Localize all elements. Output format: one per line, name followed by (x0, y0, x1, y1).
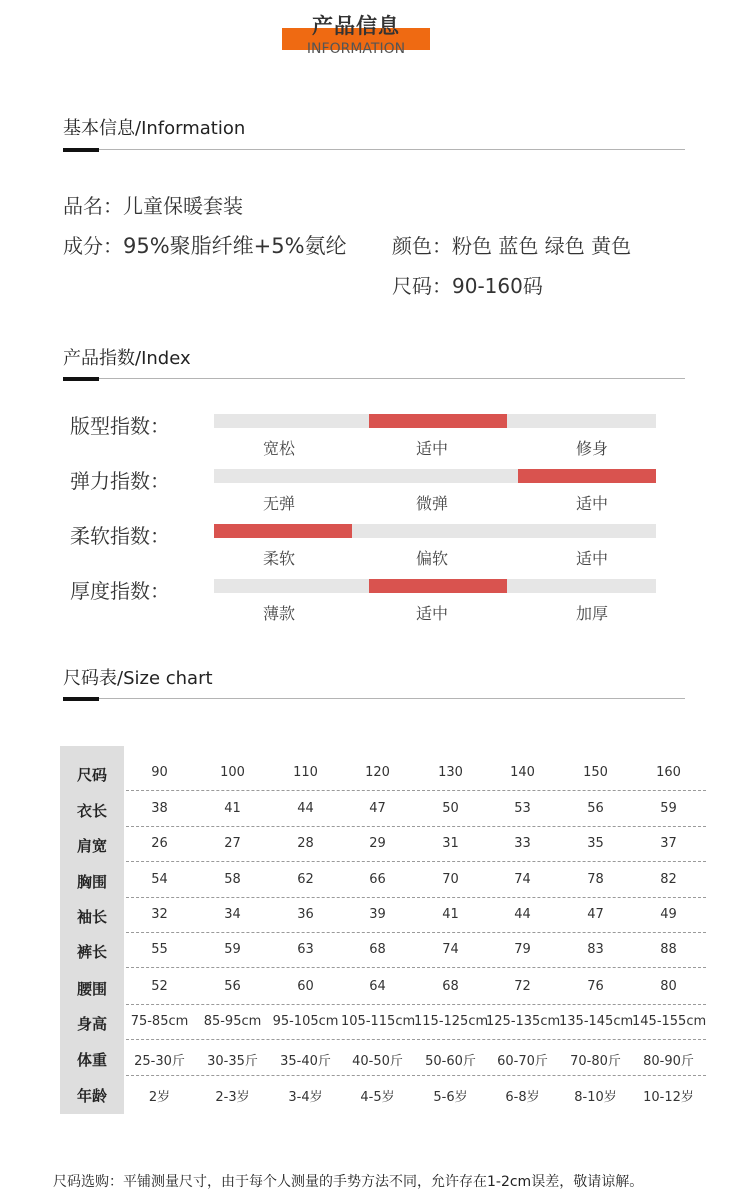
index-option: 偏软 (415, 549, 448, 568)
size-table-cell: 58 (224, 872, 241, 887)
product-name (63, 190, 243, 219)
size-table-cell: 80-90斤 (643, 1054, 694, 1069)
size-table-cell: 120 (365, 765, 390, 780)
index-option: 宽松 (262, 439, 295, 458)
index-option: 适中 (415, 604, 448, 623)
size-table-cell: 135-145cm (559, 1014, 634, 1029)
size-table-cell: 38 (151, 801, 168, 816)
size-table-cell: 44 (297, 801, 314, 816)
size-table-row-label: 尺码 (76, 766, 107, 784)
size-table-divider (126, 790, 706, 791)
size-table-cell: 39 (369, 907, 386, 922)
size-table-cell: 52 (151, 979, 168, 994)
size-table-cell: 85-95cm (203, 1014, 262, 1029)
size-table-cell: 60-70斤 (497, 1054, 548, 1069)
size-table-cell: 50 (442, 801, 459, 816)
index-selected-segment (518, 469, 656, 483)
size-table-cell: 76 (587, 979, 604, 994)
size-table-cell: 41 (224, 801, 241, 816)
size-table-cell: 4-5岁 (360, 1090, 395, 1105)
size-table-cell: 47 (587, 907, 604, 922)
size-table-row-label: 胸围 (76, 873, 107, 891)
size-table-cell: 74 (514, 872, 531, 887)
size-table-cell: 115-125cm (414, 1014, 489, 1029)
index-row-label: 厚度指数： (70, 579, 170, 603)
size-table-cell: 26 (151, 836, 168, 851)
size-table-cell: 56 (224, 979, 241, 994)
section-basic-marker (63, 148, 99, 152)
size-table-cell: 31 (442, 836, 459, 851)
size-table-divider (126, 1039, 706, 1040)
size-table-cell: 5-6岁 (433, 1090, 468, 1105)
index-row-label: 弹力指数： (70, 469, 170, 493)
index-option: 修身 (575, 439, 608, 458)
size-table-divider (126, 897, 706, 898)
page-title: 产品信息 (312, 14, 400, 38)
size-table-cell: 80 (660, 979, 677, 994)
section-basic-heading: 基本信息/Information (63, 118, 246, 139)
colors-label: 颜色： (392, 234, 452, 258)
size-table-cell: 74 (442, 942, 459, 957)
index-selected-segment (369, 579, 507, 593)
size-table-divider (126, 967, 706, 968)
index-selected-segment (214, 524, 352, 538)
size-table-cell: 27 (224, 836, 241, 851)
size-table-cell: 78 (587, 872, 604, 887)
size-table-cell: 66 (369, 872, 386, 887)
index-option: 加厚 (575, 604, 608, 623)
size-table-cell: 28 (297, 836, 314, 851)
size-table-row-label: 衣长 (76, 802, 107, 820)
page-subtitle: INFORMATION (306, 41, 406, 57)
index-option: 柔软 (262, 549, 295, 568)
product-colors (392, 230, 631, 259)
size-table-cell: 44 (514, 907, 531, 922)
product-name-value: 儿童保暖套装 (123, 194, 243, 218)
size-table-cell: 56 (587, 801, 604, 816)
size-table-divider (126, 826, 706, 827)
size-table-cell: 8-10岁 (574, 1090, 617, 1105)
size-table-cell: 160 (656, 765, 681, 780)
colors-value: 粉色 蓝色 绿色 黄色 (452, 234, 632, 258)
index-option: 薄款 (262, 604, 295, 623)
size-table-divider (126, 1075, 706, 1076)
section-basic-rule (63, 149, 685, 150)
index-option: 无弹 (262, 494, 295, 513)
size-table-row-label: 裤长 (76, 943, 107, 961)
product-composition (63, 230, 347, 260)
size-table-cell: 145-155cm (632, 1014, 707, 1029)
size-table-cell: 10-12岁 (643, 1090, 694, 1105)
size-table-cell: 90 (151, 765, 168, 780)
section-index-marker (63, 377, 99, 381)
size-table-cell: 62 (297, 872, 314, 887)
size-table-cell: 59 (224, 942, 241, 957)
size-table-cell: 64 (369, 979, 386, 994)
section-index-heading: 产品指数/Index (63, 348, 191, 369)
size-table-cell: 70 (442, 872, 459, 887)
size-table-cell: 6-8岁 (505, 1090, 540, 1105)
size-table-row-label: 袖长 (76, 908, 107, 926)
size-table-divider (126, 1004, 706, 1005)
size-table-cell: 47 (369, 801, 386, 816)
index-track (214, 524, 656, 538)
index-track (214, 579, 656, 593)
section-size-rule (63, 698, 685, 699)
size-table-cell: 35-40斤 (280, 1054, 331, 1069)
size-table-cell: 53 (514, 801, 531, 816)
size-table-cell: 35 (587, 836, 604, 851)
size-table-cell: 36 (297, 907, 314, 922)
composition-value: 95%聚脂纤维+5%氨纶 (123, 234, 347, 258)
size-table-cell: 100 (220, 765, 245, 780)
index-option: 适中 (575, 494, 608, 513)
index-track (214, 469, 656, 483)
size-table-cell: 95-105cm (272, 1014, 339, 1029)
size-table-cell: 68 (442, 979, 459, 994)
size-table-row-label: 身高 (76, 1015, 107, 1033)
size-table-cell: 150 (583, 765, 608, 780)
size-table-cell: 140 (510, 765, 535, 780)
index-option: 适中 (415, 439, 448, 458)
size-table-cell: 30-35斤 (207, 1054, 258, 1069)
section-size-marker (63, 697, 99, 701)
sizes-label: 尺码： (392, 274, 452, 298)
size-table-divider (126, 932, 706, 933)
size-table-cell: 125-135cm (486, 1014, 561, 1029)
size-table-cell: 75-85cm (130, 1014, 189, 1029)
size-table-cell: 55 (151, 942, 168, 957)
size-table-cell: 25-30斤 (134, 1054, 185, 1069)
size-table-cell: 88 (660, 942, 677, 957)
size-table-cell: 37 (660, 836, 677, 851)
size-table-cell: 34 (224, 907, 241, 922)
size-table-cell: 68 (369, 942, 386, 957)
size-table-row-label: 肩宽 (76, 837, 107, 855)
size-table-cell: 49 (660, 907, 677, 922)
index-option: 微弹 (415, 494, 448, 513)
size-table-row-label: 年龄 (76, 1087, 107, 1105)
section-size-heading: 尺码表/Size chart (63, 668, 213, 689)
size-table-cell: 63 (297, 942, 314, 957)
size-table-cell: 72 (514, 979, 531, 994)
size-table-cell: 2岁 (148, 1090, 171, 1105)
size-table-cell: 105-115cm (341, 1014, 416, 1029)
size-table-cell: 2-3岁 (215, 1090, 250, 1105)
size-table-cell: 41 (442, 907, 459, 922)
size-table-cell: 130 (438, 765, 463, 780)
index-track (214, 414, 656, 428)
section-index-rule (63, 378, 685, 379)
index-selected-segment (369, 414, 507, 428)
size-table-cell: 82 (660, 872, 677, 887)
size-table-cell: 79 (514, 942, 531, 957)
size-table-cell: 59 (660, 801, 677, 816)
product-name-label: 品名： (63, 194, 123, 218)
product-sizes (392, 270, 543, 299)
size-table-cell: 70-80斤 (570, 1054, 621, 1069)
index-row-label: 柔软指数： (70, 524, 170, 548)
size-table-cell: 33 (514, 836, 531, 851)
size-table-divider (126, 861, 706, 862)
size-table-cell: 29 (369, 836, 386, 851)
sizes-value: 90-160码 (452, 274, 543, 298)
index-row-label: 版型指数： (70, 414, 170, 438)
size-table-cell: 50-60斤 (425, 1054, 476, 1069)
size-table-cell: 60 (297, 979, 314, 994)
size-table-cell: 83 (587, 942, 604, 957)
composition-label: 成分： (63, 234, 123, 258)
size-table-cell: 32 (151, 907, 168, 922)
index-option: 适中 (575, 549, 608, 568)
size-footnote: 尺码选购：平铺测量尺寸，由于每个人测量的手势方法不同，允许存在1-2cm误差，敬请谅解。 (53, 1174, 644, 1190)
size-table-cell: 54 (151, 872, 168, 887)
size-table-cell: 40-50斤 (352, 1054, 403, 1069)
size-table-cell: 3-4岁 (288, 1090, 323, 1105)
size-table-row-label: 腰围 (76, 980, 107, 998)
size-table-cell: 110 (293, 765, 318, 780)
size-table-row-label: 体重 (76, 1051, 107, 1069)
